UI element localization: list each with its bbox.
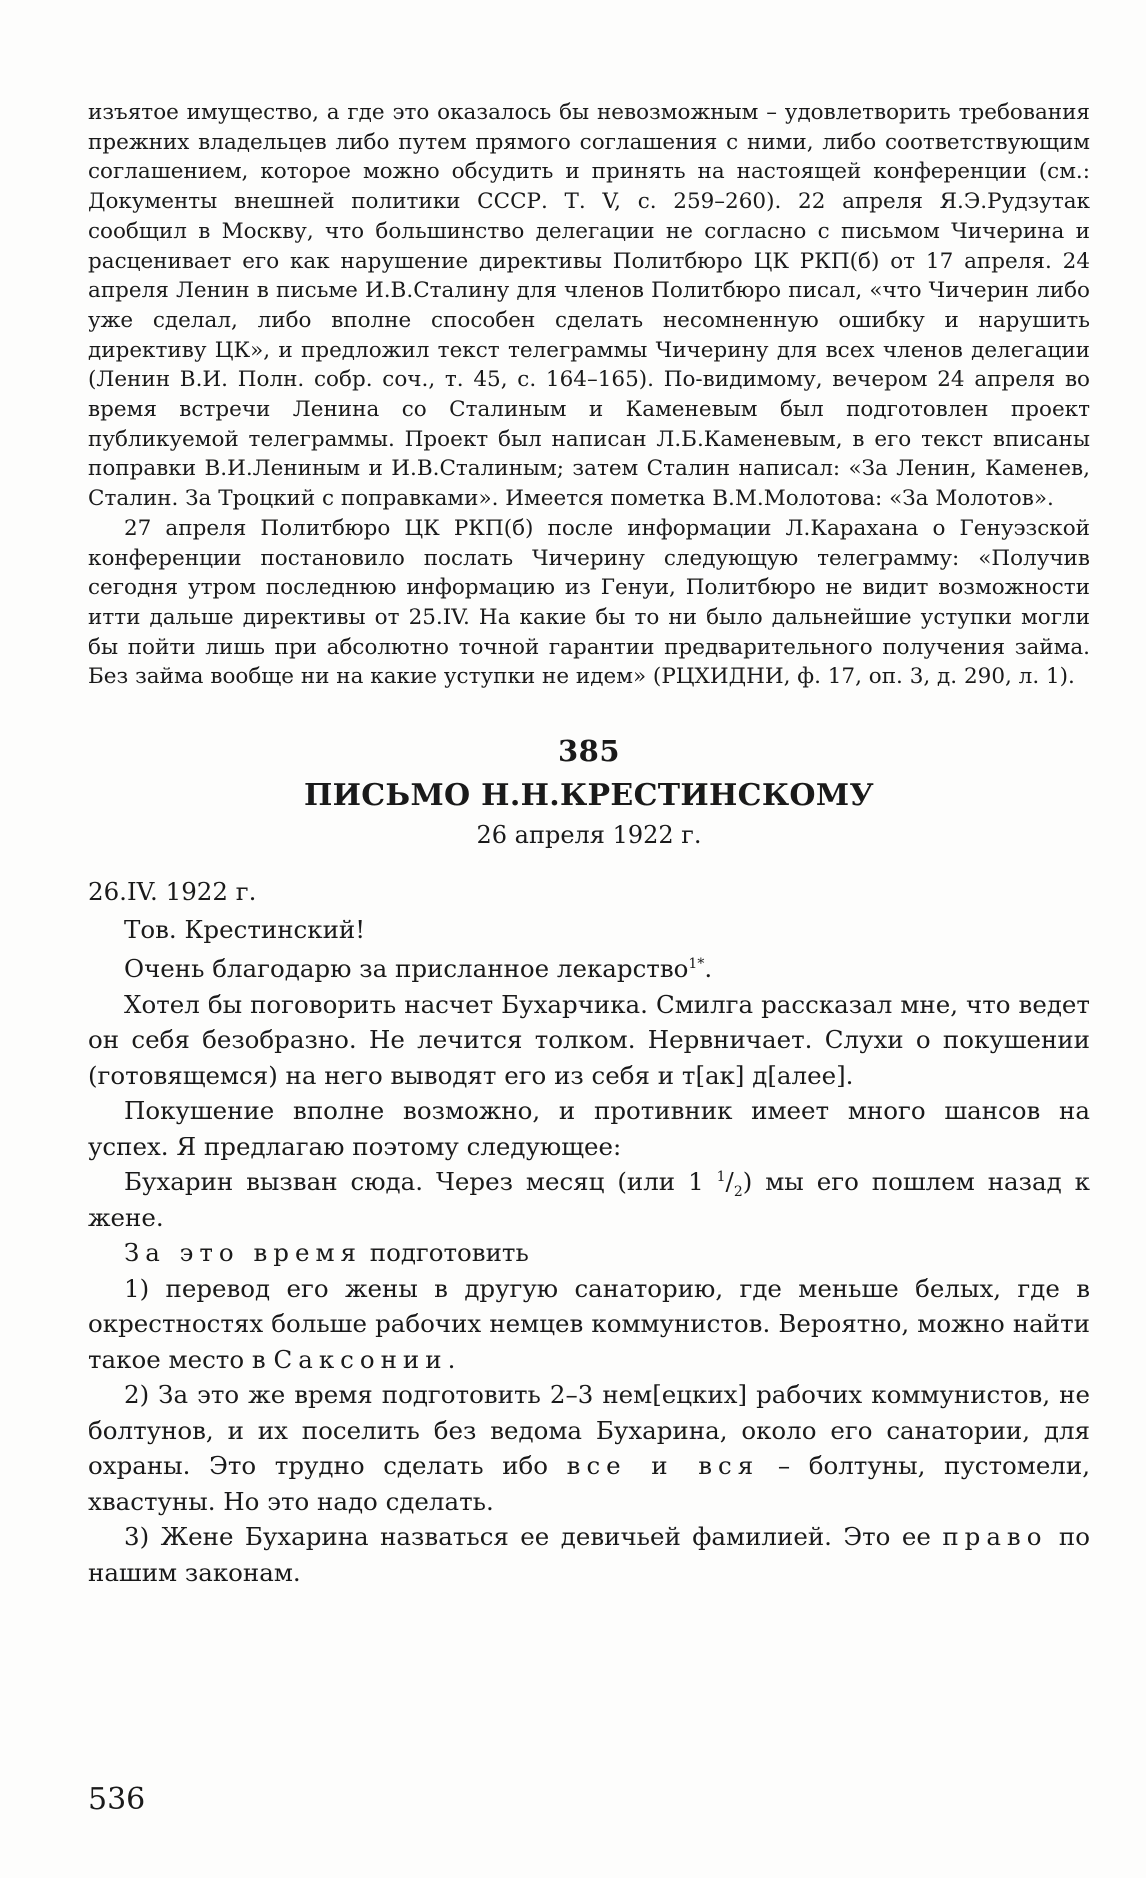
fraction-one-half: $^1/_2$ [716,1167,743,1201]
summon-text-b: ) мы его пошлем назад к жене. [88,1167,1090,1232]
letter-salutation: Тов. Крестинский! [124,914,366,944]
document-title: ПИСЬМО Н.Н.КРЕСТИНСКОМУ [303,778,875,814]
letter-paragraph-bukharchik: Хотел бы поговорить насчет Бухарчика. Смилга рассказал мне, что ведет он себя безобразно. Не лечится толком. Нервничает. Слухи о покушении (готовящемся) на него выводят его из себя и т[ак] д[алее]. [88,989,1090,1090]
letter-item-3 [88,1519,1090,1590]
item3-text-b: по нашим законам. [88,1522,1091,1587]
item3-text-a: 3) Жене Бухарина назваться ее девичьей фамилией. Это ее [124,1522,943,1552]
document-number: 385 [557,734,621,769]
thanks-text: Очень благодарю за присланное лекарство [124,954,689,984]
letter-paragraph-attempt: Покушение вполне возможно, и противник имеет много шансов на успех. Я предлагаю поэтому следующее: [88,1096,1090,1161]
letter-body [88,874,1090,1590]
letter-paragraph-prepare [88,1235,1090,1271]
item2-text-a: 2) За это же время подготовить 2–3 нем[ецких] рабочих коммунистов, не болтунов, и их поселить без ведома Бухарина, около его санатории, для охраны. Это трудно сделать ибо [88,1380,1090,1481]
commentary-section [88,98,1090,692]
page-content [88,98,1090,1590]
commentary-paragraph-2: 27 апреля Политбюро ЦК РКП(б) после информации Л.Карахана о Генуэзской конференции постановило послать Чичерину следующую телеграмму: «Получив сегодня утром последнюю информацию из Генуи, Политбюро не видит возможности итти дальше директивы от 25.IV. На какие бы то ни было дальнейшие уступки могли бы пойти лишь при абсолютно точной гарантии предварительного получения займа. Без займа вообще ни на какие уступки не идем» (РЦХИДНИ, ф. 17, оп. 3, д. 290, л. 1). [88,515,1090,690]
footnote-marker: 1* [688,956,705,973]
item1-end: . [447,1344,456,1374]
page-number: 536 [88,1782,146,1817]
commentary-paragraph-1: изъятое имущество, а где это оказалось бы невозможным – удовлетворить требования прежних владельцев либо путем прямого соглашения с ними, либо соответствующим соглашением, которое можно обсудить и принять на настоящей конференции (см.: Документы внешней политики СССР. Т. V, с. 259–260). 22 апреля Я.Э.Рудзутак сообщил в Москву, что большинство делегации не согласно с письмом Чичерина и расценивает его как нарушение директивы Политбюро ЦК РКП(б) от 17 апреля. 24 апреля Ленин в письме И.В.Сталину для членов Политбюро писал, «что Чичерин либо уже сделал, либо вполне способен сделать несомненную ошибку и нарушить директиву ЦК», и предложил текст телеграммы Чичерину для всех членов делегации (Ленин В.И. Полн. собр. соч., т. 45, с. 164–165). По-видимому, вечером 24 апреля во время встречи Ленина со Сталиным и Каменевым был подготовлен проект публикуемой телеграммы. Проект был написан Л.Б.Каменевым, в его текст вписаны поправки В.И.Лениным и И.В.Сталиным; затем Сталин написал: «За Ленин, Каменев, Сталин. За Троцкий с поправками». Имеется пометка В.М.Молотова: «За Молотов». [88,100,1090,512]
letter-item-2 [88,1377,1090,1519]
summon-text-a: Бухарин вызван сюда. Через месяц (или 1 [124,1167,717,1197]
letter-thanks [88,947,1090,987]
prepare-rest: подготовить [361,1238,529,1268]
item2-text-b: – болтуны, пустомели, хвастуны. Но это надо сделать. [88,1451,1090,1516]
item2-spaced: все и вся [566,1451,760,1481]
item1-text: 1) перевод его жены в другую санаторию, где меньше белых, где в окрестностях больше рабочих немцев коммунистов. Вероятно, можно найти такое место в [88,1273,1090,1374]
fraction-denominator: 2 [733,1184,743,1201]
fraction-numerator: 1 [716,1169,726,1186]
document-date: 26 апреля 1922 г. [476,821,702,850]
item1-spaced: Саксонии [273,1344,448,1374]
thanks-end: . [704,954,713,984]
letter-date-line: 26.IV. 1922 г. [88,877,257,907]
letter-paragraph-summon [88,1164,1090,1235]
item3-spaced: право [942,1522,1048,1552]
letter-item-1 [88,1271,1090,1378]
prepare-spaced-text: За это время [124,1238,362,1268]
